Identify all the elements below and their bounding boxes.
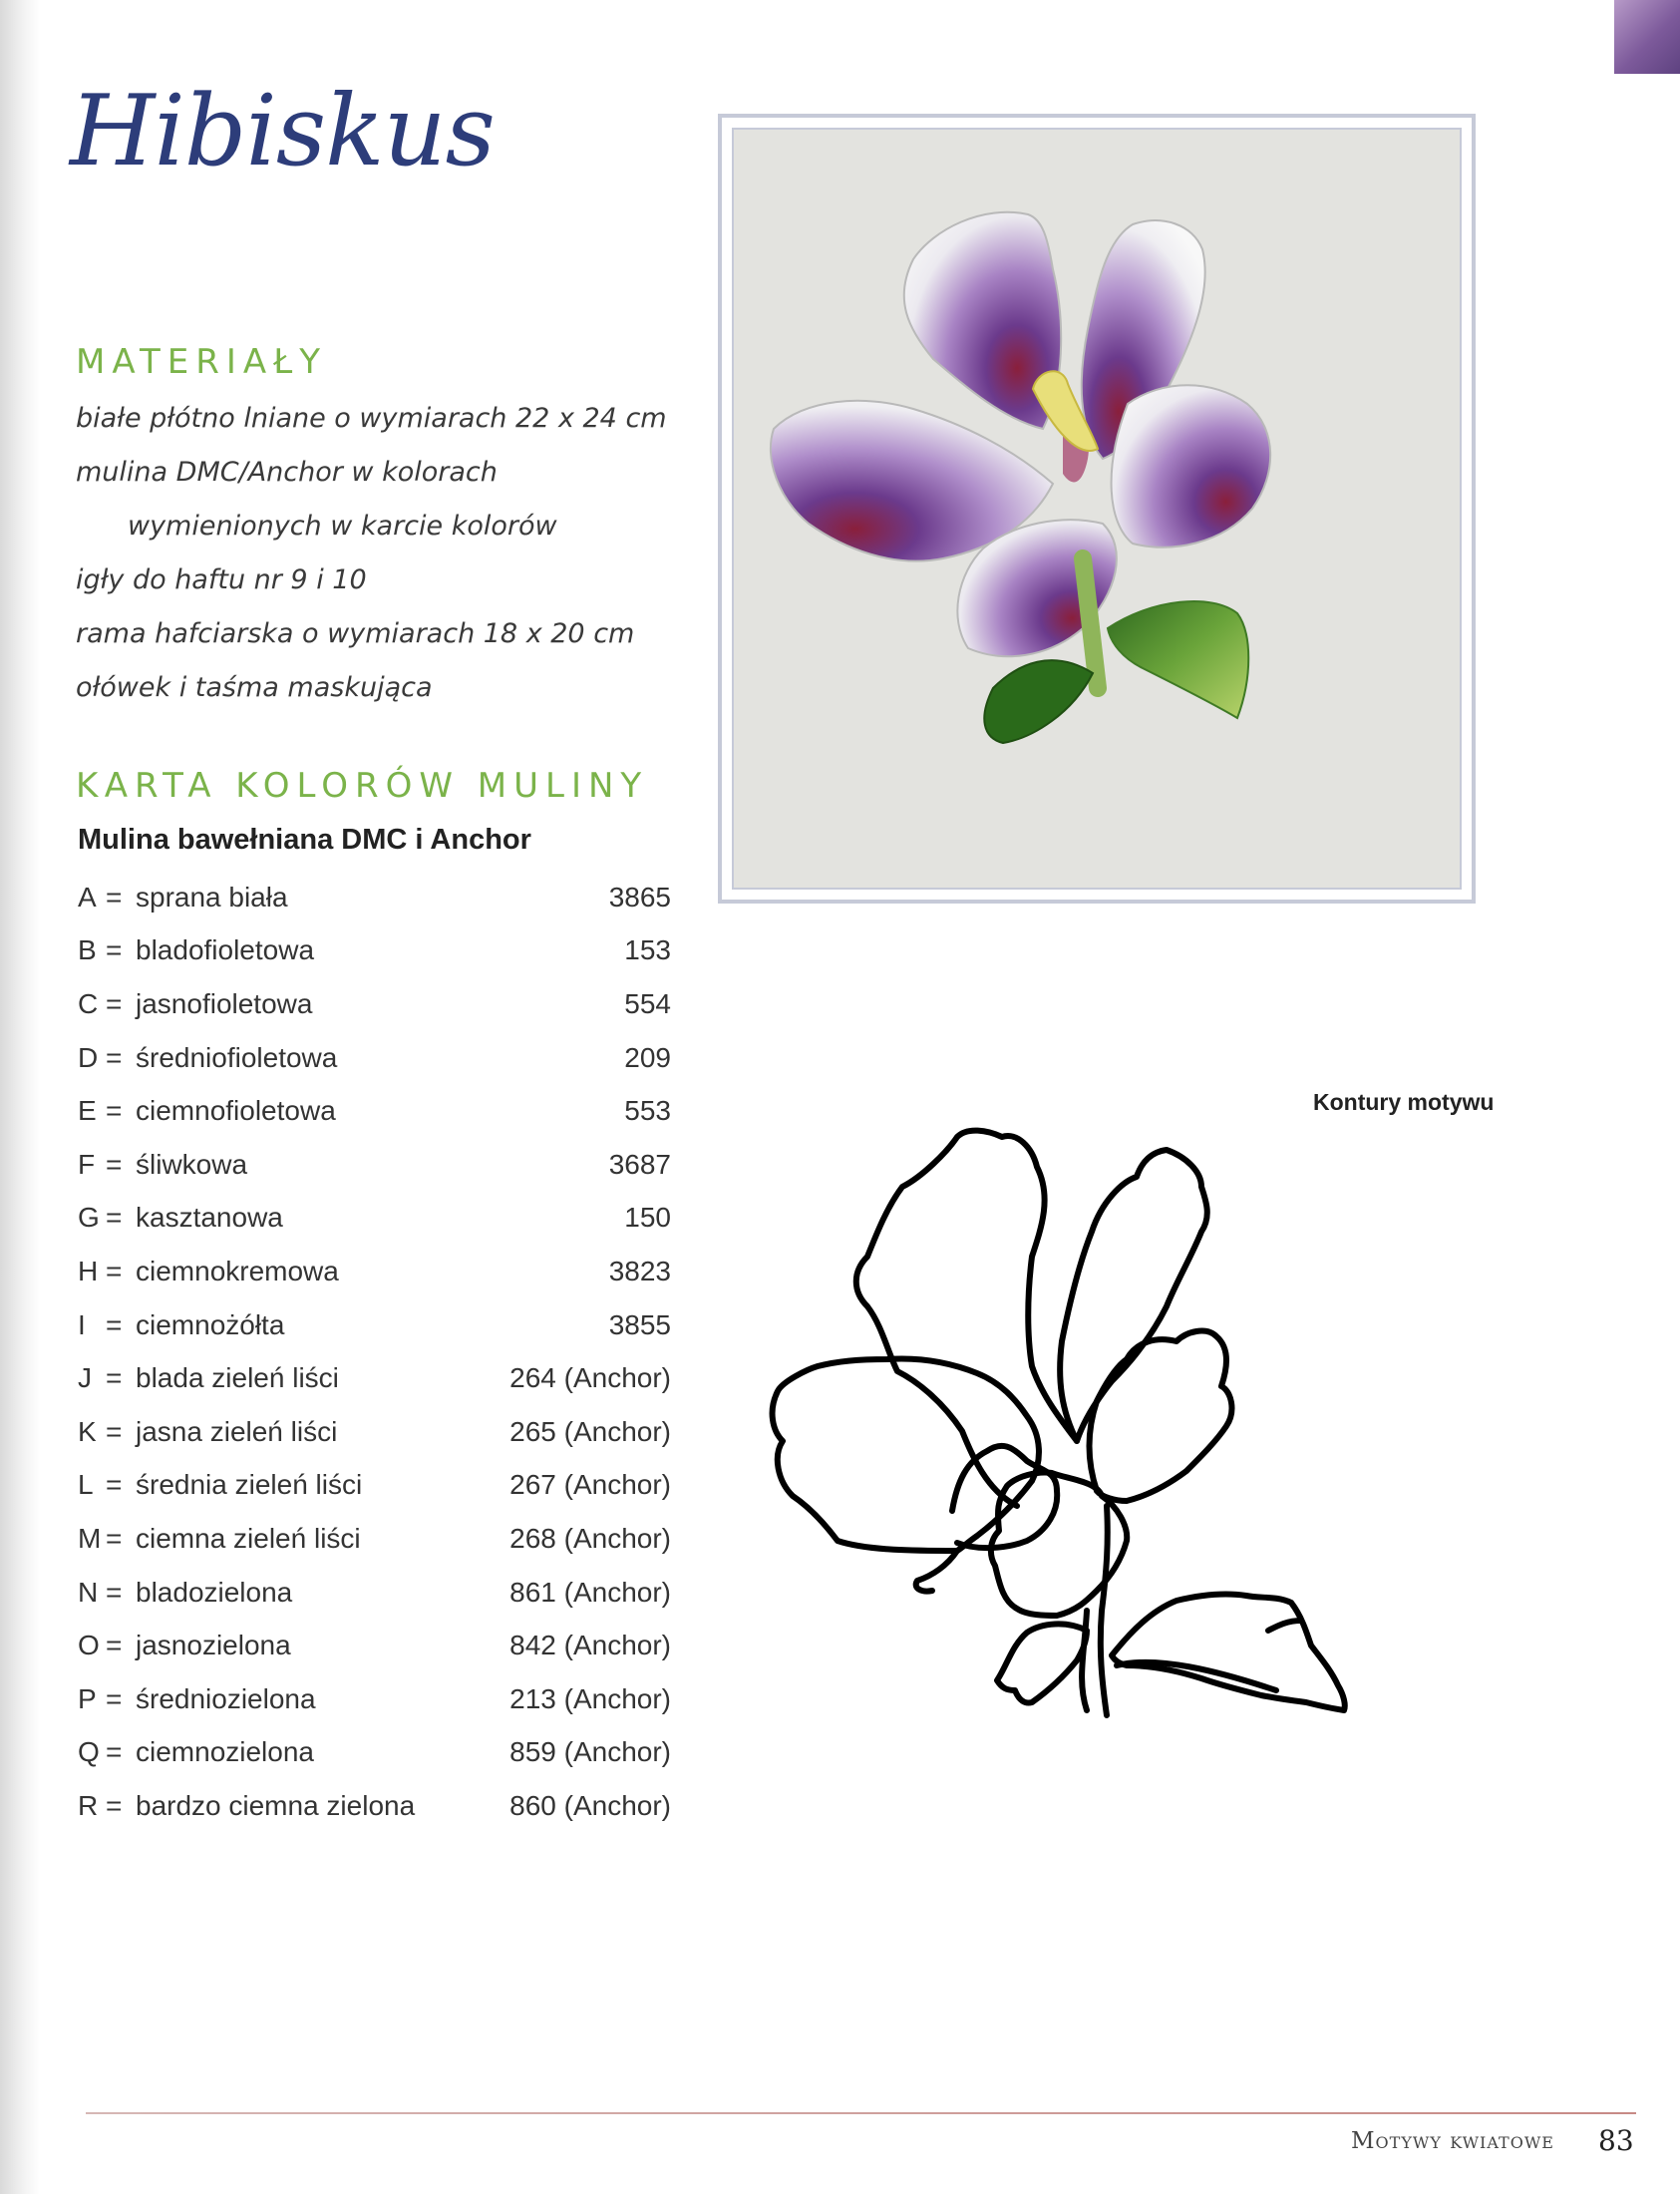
color-row-label (78, 1362, 339, 1394)
thread-code: 860 (Anchor) (509, 1789, 671, 1821)
equals-sign: = (106, 1576, 123, 1608)
color-letter: O (78, 1630, 100, 1661)
color-letter: B (78, 934, 97, 966)
thread-code: 3687 (608, 1148, 671, 1180)
color-row (78, 1566, 671, 1620)
thread-code: 3823 (608, 1255, 671, 1286)
color-row-label (78, 988, 312, 1020)
color-row (78, 1779, 671, 1833)
color-letter: J (78, 1362, 92, 1394)
equals-sign: = (106, 1041, 123, 1073)
color-row-label (78, 1042, 337, 1074)
thread-code: 153 (624, 934, 671, 966)
thread-code: 3865 (608, 881, 671, 913)
materials-item: mulina DMC/Anchor w kolorach (76, 457, 498, 488)
outline-caption: Kontury motywu (1313, 1089, 1495, 1115)
thread-code: 213 (Anchor) (509, 1682, 671, 1714)
equals-sign: = (106, 1202, 123, 1234)
color-row-label (78, 1469, 362, 1501)
materials-list (76, 392, 714, 715)
equals-sign: = (106, 1522, 123, 1554)
color-row-label (78, 1095, 336, 1127)
materials-item: rama hafciarska o wymiarach 18 x 20 cm (76, 618, 635, 649)
color-row-label (78, 1790, 415, 1822)
color-letter: G (78, 1202, 100, 1234)
equals-sign: = (106, 1362, 123, 1394)
thread-code: 209 (624, 1041, 671, 1073)
equals-sign: = (106, 1736, 123, 1768)
color-letter: P (78, 1682, 97, 1714)
color-row (78, 1726, 671, 1780)
color-name: ciemnokremowa (136, 1255, 339, 1286)
color-row-label (78, 1577, 292, 1609)
materials-heading: MATERIAŁY (76, 342, 327, 382)
color-name: ciemnofioletowa (136, 1095, 336, 1127)
color-row-label (78, 1309, 284, 1341)
materials-item: ołówek i taśma maskująca (76, 672, 433, 703)
color-row-label (78, 1683, 316, 1715)
materials-item: igły do haftu nr 9 i 10 (76, 564, 367, 595)
color-row (78, 1351, 671, 1405)
equals-sign: = (106, 987, 123, 1019)
equals-sign: = (106, 1789, 123, 1821)
color-row-label (78, 1630, 291, 1661)
color-row-label (78, 1736, 314, 1768)
color-row (78, 1672, 671, 1726)
hibiscus-embroidery-illustration (734, 130, 1462, 890)
color-row-label (78, 1256, 339, 1287)
color-card-subheading: Mulina bawełniana DMC i Anchor (78, 824, 531, 856)
color-row (78, 1512, 671, 1566)
embroidery-photo (732, 128, 1462, 890)
color-letter: D (78, 1041, 99, 1073)
equals-sign: = (106, 1469, 123, 1501)
color-row (78, 977, 671, 1031)
color-row (78, 1084, 671, 1138)
color-letter: R (78, 1789, 99, 1821)
thread-code: 265 (Anchor) (509, 1415, 671, 1447)
thread-code: 842 (Anchor) (509, 1630, 671, 1661)
thread-code: 554 (624, 987, 671, 1019)
equals-sign: = (106, 1415, 123, 1447)
color-name: średniofioletowa (136, 1041, 338, 1073)
color-table (78, 871, 671, 1833)
footer-rule (86, 2112, 1636, 2114)
color-letter: A (78, 881, 97, 913)
color-row-label (78, 1149, 247, 1181)
materials-item: białe płótno lniane o wymiarach 22 x 24 cm (76, 403, 667, 434)
color-row (78, 1245, 671, 1298)
color-row (78, 1459, 671, 1513)
equals-sign: = (106, 1308, 123, 1340)
thread-code: 268 (Anchor) (509, 1522, 671, 1554)
color-letter: C (78, 987, 99, 1019)
color-name: bladozielona (136, 1576, 293, 1608)
equals-sign: = (106, 1630, 123, 1661)
color-letter: H (78, 1255, 99, 1286)
color-row (78, 1298, 671, 1352)
color-row (78, 1405, 671, 1459)
thread-code: 553 (624, 1095, 671, 1127)
color-name: ciemnożółta (136, 1308, 285, 1340)
color-name: bladofioletowa (136, 934, 315, 966)
color-row-label (78, 934, 314, 966)
color-name: średnia zieleń liści (136, 1469, 363, 1501)
page-title: Hibiskus (70, 75, 495, 188)
color-name: blada zieleń liści (136, 1362, 339, 1394)
thread-code: 861 (Anchor) (509, 1576, 671, 1608)
color-name: sprana biała (136, 881, 288, 913)
color-letter: K (78, 1415, 97, 1447)
equals-sign: = (106, 1682, 123, 1714)
equals-sign: = (106, 1148, 123, 1180)
embroidery-photo-frame (718, 114, 1476, 904)
color-letter: L (78, 1469, 94, 1501)
color-name: jasnofioletowa (136, 987, 313, 1019)
color-name: jasna zieleń liści (136, 1415, 338, 1447)
thread-code: 267 (Anchor) (509, 1469, 671, 1501)
color-letter: I (78, 1308, 86, 1340)
color-letter: E (78, 1095, 97, 1127)
page-number: 83 (1598, 2124, 1634, 2157)
color-letter: Q (78, 1736, 100, 1768)
equals-sign: = (106, 934, 123, 966)
color-row-label (78, 1416, 337, 1448)
color-name: średniozielona (136, 1682, 316, 1714)
color-row (78, 1031, 671, 1085)
corner-color-tab (1614, 0, 1680, 74)
color-name: ciemna zieleń liści (136, 1522, 361, 1554)
color-row-label (78, 1523, 361, 1555)
color-row (78, 924, 671, 978)
thread-code: 3855 (608, 1308, 671, 1340)
color-row (78, 1138, 671, 1192)
color-name: jasnozielona (136, 1630, 291, 1661)
hibiscus-outline-drawing (758, 1112, 1416, 1720)
color-letter: M (78, 1522, 102, 1554)
color-name: ciemnozielona (136, 1736, 314, 1768)
color-name: bardzo ciemna zielona (136, 1789, 416, 1821)
color-row (78, 1192, 671, 1246)
color-row (78, 1619, 671, 1672)
color-row-label (78, 882, 288, 914)
thread-code: 150 (624, 1202, 671, 1234)
thread-code: 264 (Anchor) (509, 1362, 671, 1394)
equals-sign: = (106, 1095, 123, 1127)
color-name: śliwkowa (136, 1148, 248, 1180)
thread-code: 859 (Anchor) (509, 1736, 671, 1768)
color-row-label (78, 1202, 283, 1234)
equals-sign: = (106, 881, 123, 913)
materials-item: wymienionych w karcie kolorów (128, 511, 557, 542)
color-card-heading: KARTA KOLORÓW MULINY (76, 766, 649, 806)
book-gutter-shadow (0, 0, 40, 2194)
footer-section-title: Motywy kwiatowe (1351, 2128, 1554, 2154)
color-row (78, 871, 671, 924)
color-name: kasztanowa (136, 1202, 283, 1234)
color-letter: F (78, 1148, 96, 1180)
color-letter: N (78, 1576, 99, 1608)
equals-sign: = (106, 1255, 123, 1286)
